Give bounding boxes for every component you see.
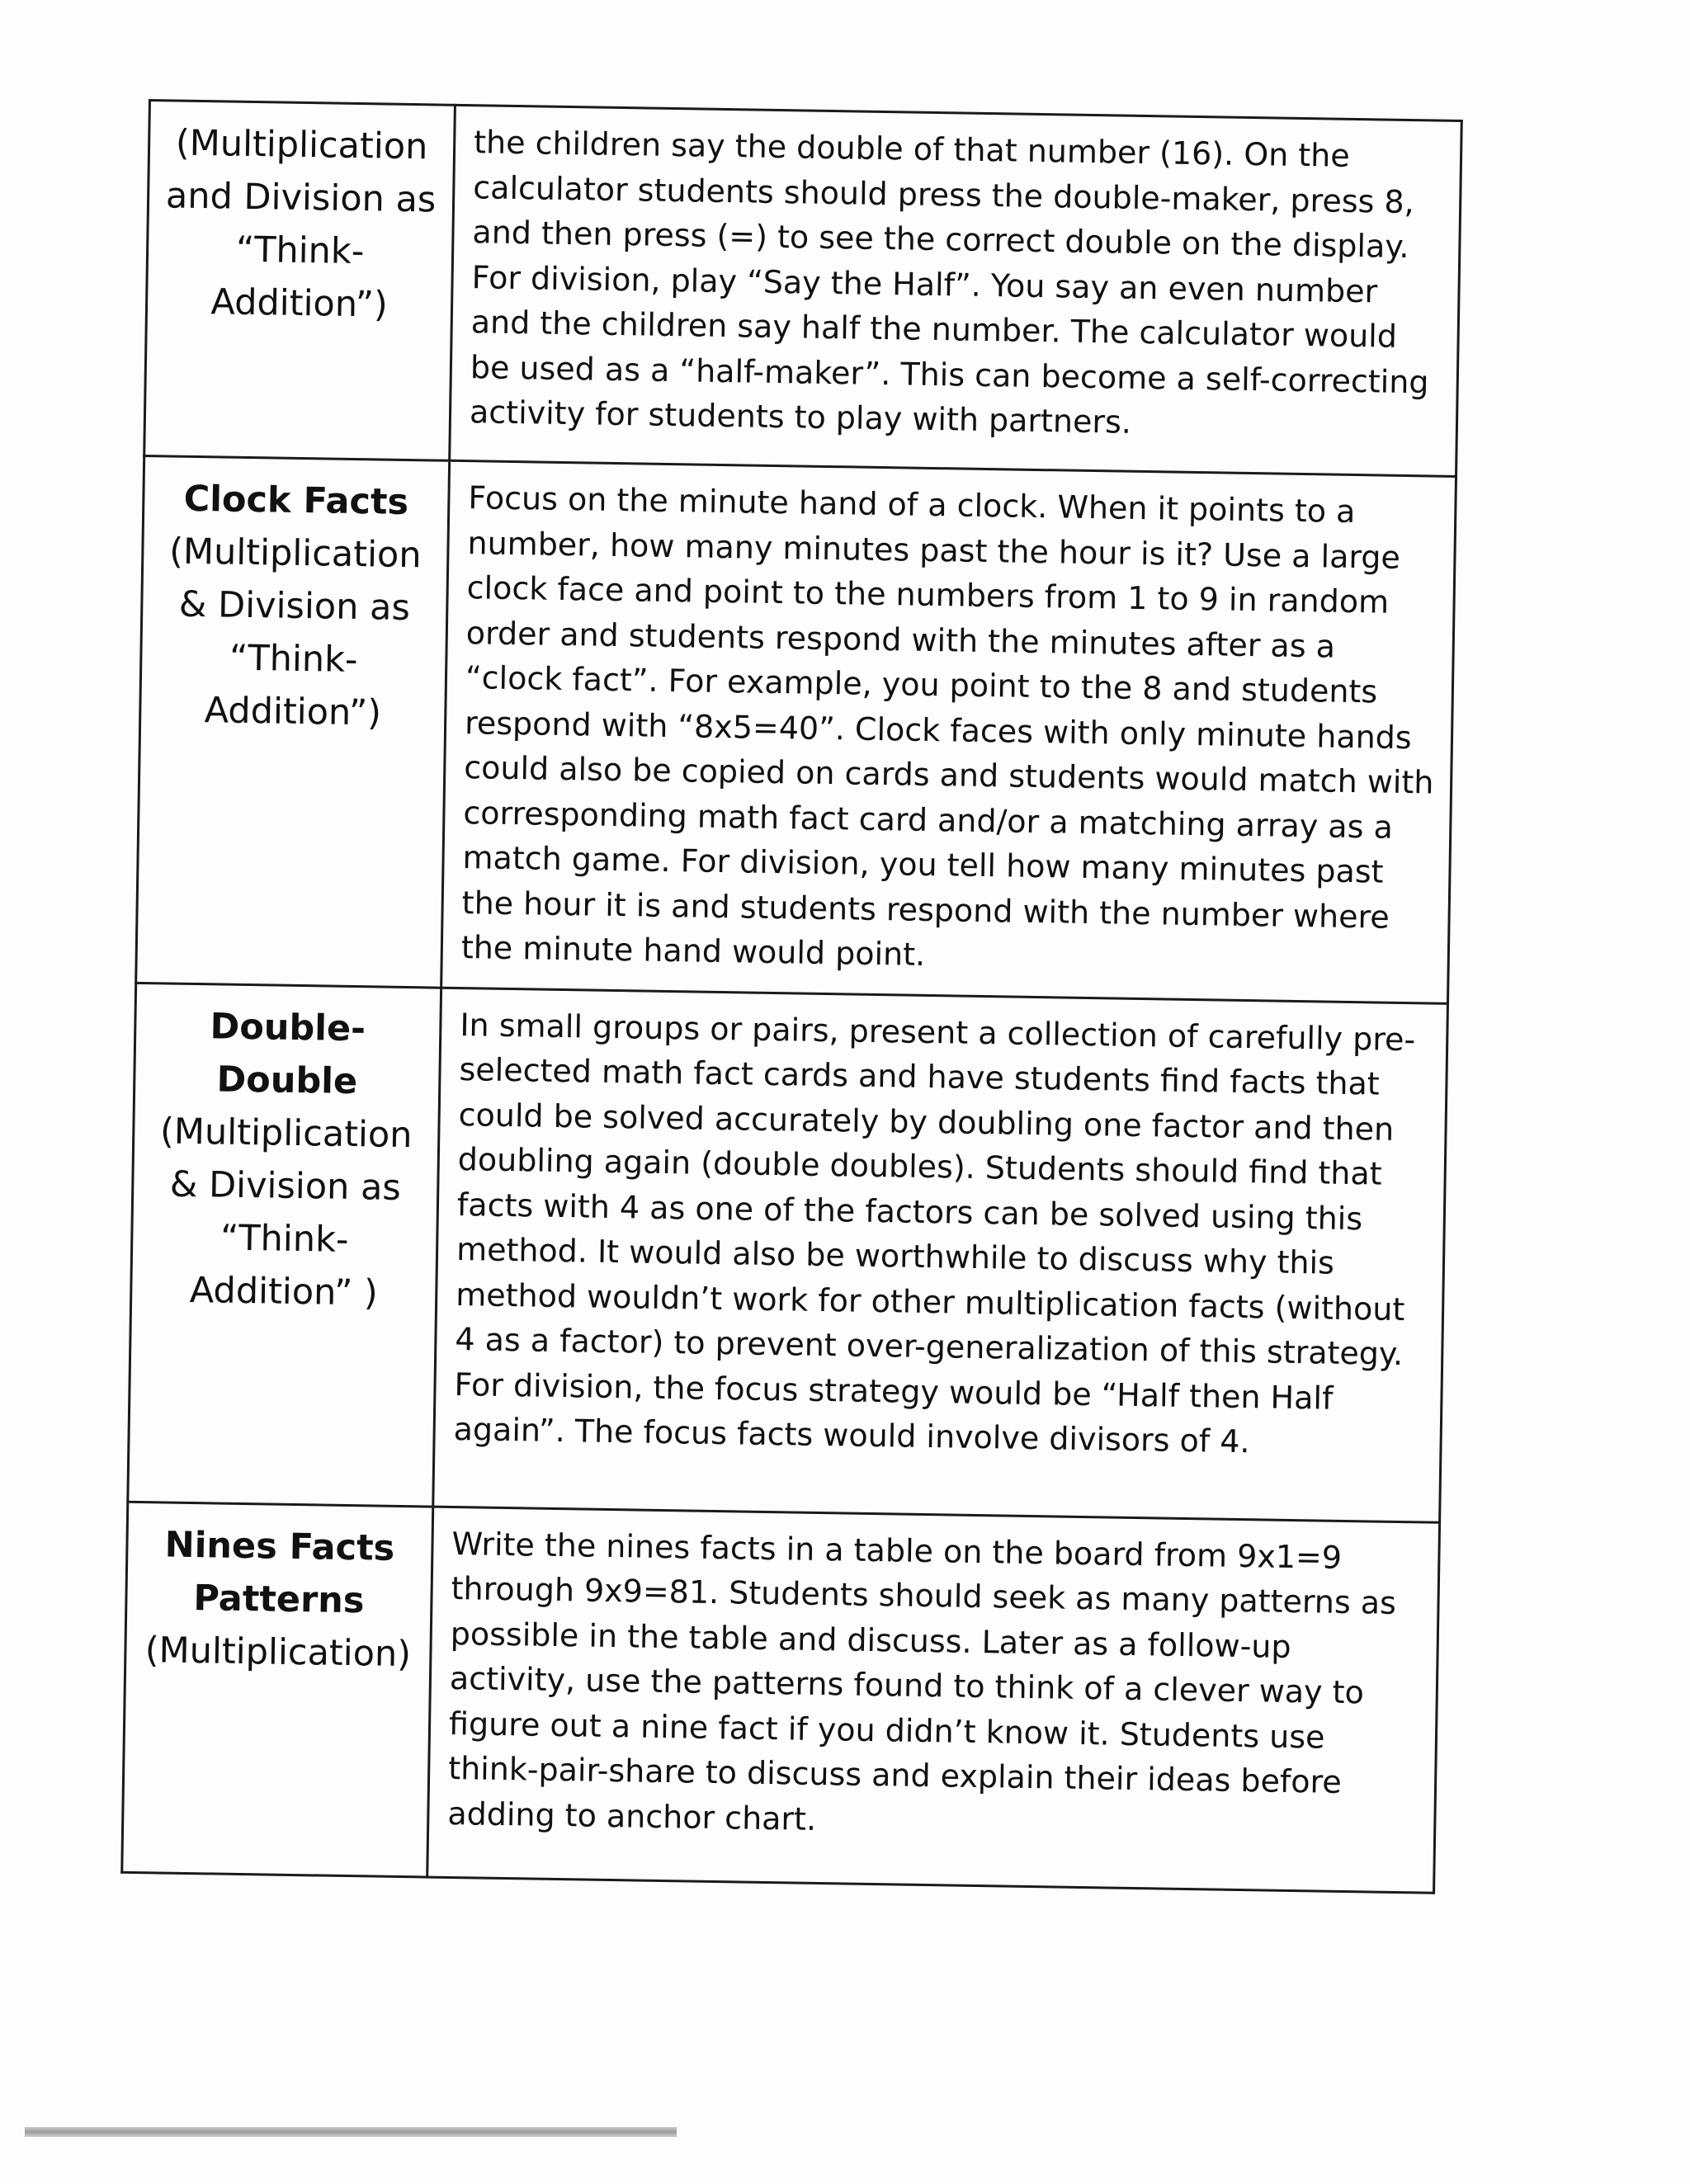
strategy-name-cell: [136, 455, 450, 987]
strategy-table: [120, 99, 1463, 1894]
strategy-description: Write the nines facts in a table on the board from 9x1=9 through 9x9=81. Students should seek as many patterns as possible in the table and discuss. Later as a follow-up activity, use the patterns found to think of a clever way to figure out a nine fact if you didn’t know it. Students use think-pair-share to discuss and explain their ideas before adding to anchor chart.: [427, 1507, 1440, 1893]
strategy-title: Nines Facts Patterns: [164, 1524, 395, 1621]
strategy-subtitle: (Multiplication): [144, 1629, 412, 1675]
strategy-subtitle: (Multiplication & Division as “Think- Addition”): [168, 531, 422, 734]
table-row: [136, 455, 1456, 1002]
strategy-description: the children say the double of that number (16). On the calculator students should press the double-maker, press 8, and then press (=) to see the correct double on the display. For division, play “Say the Half”. You say an even number and the children say half the number. The calculator would be used as a “half-maker”. This can become a self-correcting activity for students to play with partners.: [450, 105, 1462, 476]
strategy-title: Double-Double: [210, 1005, 366, 1102]
table-row: [128, 983, 1448, 1522]
strategy-name-cell: [144, 101, 456, 461]
table-row: [122, 1502, 1440, 1893]
strategy-name-cell: [122, 1502, 433, 1877]
strategy-subtitle: (Multiplication and Division as “Think- Addition”): [165, 122, 437, 326]
strategy-title: Clock Facts: [183, 478, 409, 524]
table-row: [144, 101, 1462, 477]
strategy-name-cell: [128, 983, 441, 1507]
strategy-description: In small groups or pairs, present a collection of carefully pre-selected math fact cards and have students find facts that could be solved accurately by doubling one factor and then doubling again (double doubles). Students should find that facts with 4 as one of the factors can be solved using this method. It would also be worthwhile to discuss why this method wouldn’t work for other multiplication facts (without 4 as a factor) to prevent over-generalization of this strategy. For division, the focus strategy would be “Half then Half again”. The focus facts would involve divisors of 4.: [433, 988, 1448, 1522]
strategy-subtitle: (Multiplication & Division as “Think- Addition” ): [159, 1110, 413, 1314]
scan-edge-shadow: [25, 2127, 677, 2137]
strategy-description: Focus on the minute hand of a clock. When it points to a number, how many minutes past the hour is it? Use a large clock face and point to the numbers from 1 to 9 in random order and students respond with the minutes after as a “clock fact”. For example, you point to the 8 and students respond with “8x5=40”. Clock faces with only minute hands could also be copied on cards and students would match with corresponding math fact card and/or a matching array as a match game. For division, you tell how many minutes past the hour it is and students respond with the number where the minute hand would point.: [441, 460, 1456, 1003]
